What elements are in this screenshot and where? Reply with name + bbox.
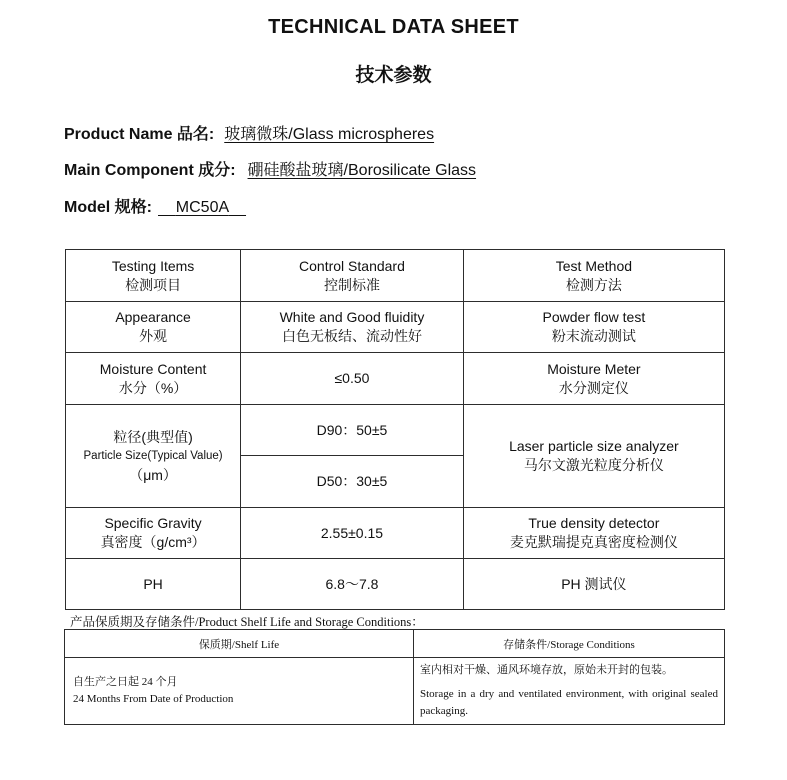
particle-d90: D90：50±5 bbox=[241, 405, 464, 456]
storage-conditions-value: 室内相对干燥、通风环境存放，原始未开封的包装。 Storage in a dry and ventilated environment, with original sealed packaging. bbox=[414, 658, 725, 725]
header-control-standard: Control Standard 控制标准 bbox=[241, 250, 464, 302]
shelf-life-value: 自生产之日起 24 个月 24 Months From Date of Production bbox=[65, 658, 414, 725]
appearance-item: Appearance 外观 bbox=[66, 302, 241, 353]
main-component-line bbox=[64, 157, 476, 180]
main-component-value: 硼硅酸盐玻璃/Borosilicate Glass bbox=[247, 162, 477, 179]
storage-table bbox=[64, 629, 725, 725]
particle-size-method: Laser particle size analyzer 马尔文激光粒度分析仪 bbox=[463, 405, 724, 508]
header-test-method: Test Method 检测方法 bbox=[463, 250, 724, 302]
gravity-standard: 2.55±0.15 bbox=[241, 508, 464, 559]
table-row bbox=[66, 302, 725, 353]
model-line bbox=[64, 194, 246, 217]
particle-d50: D50：30±5 bbox=[241, 456, 464, 508]
ph-item: PH bbox=[66, 559, 241, 610]
product-name-value: 玻璃微珠/Glass microspheres bbox=[224, 126, 435, 143]
product-name-label: Product Name 品名: bbox=[64, 126, 215, 143]
table-row bbox=[66, 405, 725, 456]
shelf-life-header: 保质期/Shelf Life bbox=[65, 630, 414, 658]
document-subtitle: 技术参数 bbox=[355, 64, 432, 86]
appearance-standard: White and Good fluidity 白色无板结、流动性好 bbox=[241, 302, 464, 353]
model-label: Model 规格: bbox=[64, 199, 152, 216]
header-testing-items: Testing Items 检测项目 bbox=[66, 250, 241, 302]
table-row bbox=[65, 630, 725, 658]
document-title: TECHNICAL DATA SHEET bbox=[268, 16, 519, 38]
table-row bbox=[66, 250, 725, 302]
moisture-method: Moisture Meter 水分测定仪 bbox=[463, 353, 724, 405]
gravity-item: Specific Gravity 真密度（g/cm³） bbox=[66, 508, 241, 559]
product-name-line bbox=[64, 121, 434, 144]
moisture-standard: ≤0.50 bbox=[241, 353, 464, 405]
gravity-method: True density detector 麦克默瑞提克真密度检测仪 bbox=[463, 508, 724, 559]
table-row bbox=[66, 353, 725, 405]
table-row bbox=[66, 559, 725, 610]
main-component-label: Main Component 成分: bbox=[64, 162, 236, 179]
appearance-method: Powder flow test 粉末流动测试 bbox=[463, 302, 724, 353]
ph-method: PH 测试仪 bbox=[463, 559, 724, 610]
table-row bbox=[65, 658, 725, 725]
table-row bbox=[66, 508, 725, 559]
particle-size-item: 粒径(典型值) Particle Size(Typical Value) （μm） bbox=[66, 405, 241, 508]
ph-standard: 6.8～7.8 bbox=[241, 559, 464, 610]
moisture-item: Moisture Content 水分（%） bbox=[66, 353, 241, 405]
model-value: MC50A bbox=[175, 199, 229, 216]
storage-section-label: 产品保质期及存储条件/Product Shelf Life and Storage Conditions： bbox=[70, 615, 424, 629]
spec-table bbox=[65, 249, 725, 610]
storage-conditions-header: 存储条件/Storage Conditions bbox=[414, 630, 725, 658]
